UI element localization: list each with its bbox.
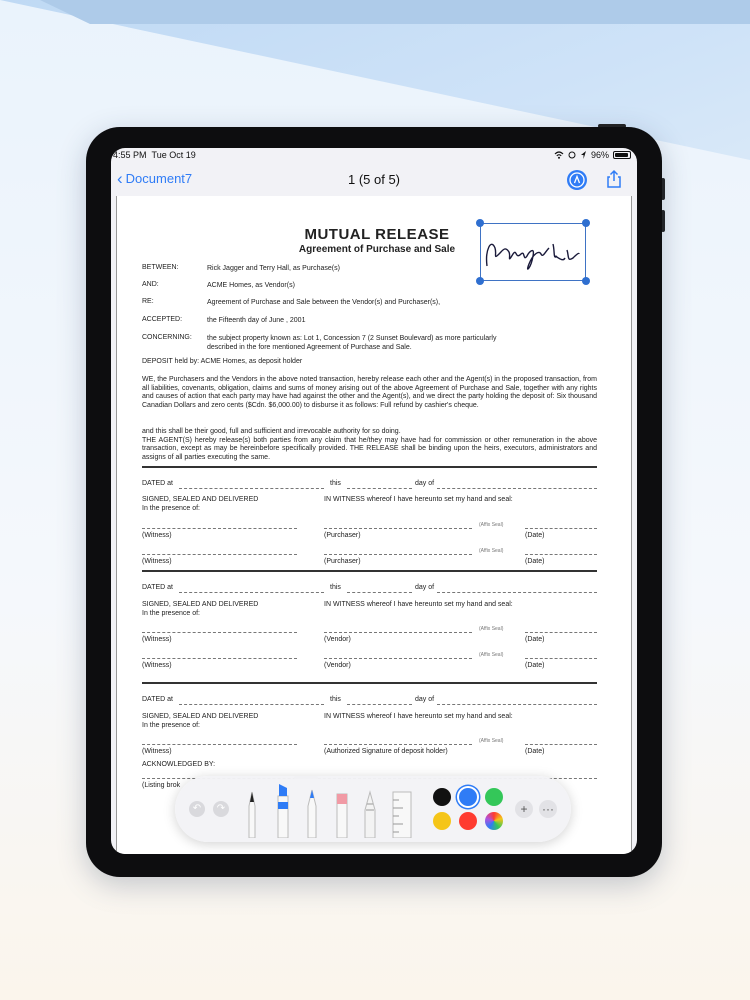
field-label: CONCERNING: (142, 334, 192, 341)
date-label: (Date) (525, 636, 545, 643)
signature-line (525, 744, 597, 745)
field-label: AND: (142, 281, 159, 288)
status-bar (111, 148, 637, 164)
dated-at-label: DATED at (142, 696, 173, 703)
signature-line (324, 658, 472, 659)
battery-icon (613, 151, 631, 159)
markup-toolbar (175, 776, 571, 842)
witness-label: (Witness) (142, 558, 172, 565)
vendor-label: (Vendor) (324, 662, 351, 669)
purchaser-label: (Purchaser) (324, 532, 361, 539)
dated-at-label: DATED at (142, 480, 173, 487)
ipad-screen (111, 148, 637, 854)
affix-seal-note: (Affix Seal) (479, 652, 504, 658)
signature-line (437, 592, 597, 593)
presence-label: In the presence of: (142, 505, 200, 512)
witness-label: (Witness) (142, 748, 172, 755)
location-icon (568, 151, 576, 159)
status-time: 4:55 PM (113, 150, 147, 160)
signed-label: SIGNED, SEALED AND DELIVERED (142, 713, 259, 720)
page-title: 1 (5 of 5) (347, 172, 401, 187)
affix-seal-note: (Affix Seal) (479, 626, 504, 632)
field-value: Rick Jagger and Terry Hall, as Purchase(s) (207, 265, 340, 272)
section-divider (142, 570, 597, 572)
signature-line (437, 704, 597, 705)
witness-label: (Witness) (142, 636, 172, 643)
signature-line (347, 592, 412, 593)
witness-clause: IN WITNESS whereof I have hereunto set my hand and seal: (324, 601, 513, 608)
signature-line (142, 528, 297, 529)
signature-line (142, 658, 297, 659)
pencil-icon[interactable] (305, 788, 319, 838)
signed-label: SIGNED, SEALED AND DELIVERED (142, 496, 259, 503)
color-swatch-red[interactable] (459, 812, 477, 830)
signature-line (142, 632, 297, 633)
witness-label: (Witness) (142, 662, 172, 669)
redo-icon[interactable]: ↷ (213, 801, 229, 817)
navigation-arrow-icon (580, 151, 587, 159)
ruler-icon[interactable] (391, 790, 413, 838)
date-label: (Date) (525, 532, 545, 539)
affix-seal-note: (Affix Seal) (479, 548, 504, 554)
signature-line (347, 704, 412, 705)
more-icon[interactable]: ··· (539, 800, 557, 818)
field-label: BETWEEN: (142, 264, 179, 271)
pen-icon[interactable] (245, 788, 259, 838)
markup-pen-icon[interactable] (567, 170, 587, 190)
field-value: the Fifteenth day of June , 2001 (207, 317, 306, 324)
this-label: this (330, 480, 341, 487)
add-icon[interactable]: + (515, 800, 533, 818)
eraser-icon[interactable] (335, 788, 349, 838)
status-date: Tue Oct 19 (151, 150, 196, 160)
signature-line (324, 632, 472, 633)
signature-line (142, 554, 297, 555)
resize-handle-top-right[interactable] (582, 219, 590, 227)
navigation-bar (111, 164, 637, 196)
color-swatch-black[interactable] (433, 788, 451, 806)
authority-paragraph: and this shall be their good, full and sufficient and irrevocable authority for so doing. THE AGENT(S) hereby release(s) both parties from any claim that he/they may have had for commission or other remuneration in the above transaction, except as may be hereinbefore specifically provided. THE RELEASE shall be binding upon the heirs, executors, administrators and assigns of all parties executing the same. (142, 428, 597, 461)
undo-icon[interactable]: ↶ (189, 801, 205, 817)
signature-line (324, 528, 472, 529)
resize-handle-top-left[interactable] (476, 219, 484, 227)
witness-clause: IN WITNESS whereof I have hereunto set my hand and seal: (324, 713, 513, 720)
document-subtitle: Agreement of Purchase and Sale (298, 244, 456, 255)
field-label: RE: (142, 298, 154, 305)
day-of-label: day of (415, 480, 435, 487)
background-strip (0, 0, 750, 24)
signature-line (179, 488, 324, 489)
color-swatch-blue[interactable] (459, 788, 477, 806)
color-swatch-yellow[interactable] (433, 812, 451, 830)
share-icon[interactable] (605, 169, 623, 189)
signature-line (142, 744, 297, 745)
highlighter-icon[interactable] (275, 782, 291, 838)
this-label: this (330, 696, 341, 703)
color-picker-icon[interactable] (485, 812, 503, 830)
deposit-line: DEPOSIT held by: ACME Homes, as deposit holder (142, 358, 303, 365)
date-label: (Date) (525, 748, 545, 755)
signature-line (179, 704, 324, 705)
listing-broker-label: (Listing brok (142, 782, 181, 789)
release-paragraph: WE, the Purchasers and the Vendors in the above noted transaction, hereby release each other and the Agent(s) in the proposed transaction, from all liabilities, covenants, obligation, claims and sums of money arising out of the above Agreement of Purchase and Sale, together with any rights and causes of action that each party may have had against the other and the Agent(s), and we direct the party holding the deposit of: Six thousand Canadian Dollars and zero cents ($Cdn. $6,000.00) to disburse it as follows: Full refund by cashier's cheque. (142, 376, 597, 409)
day-of-label: day of (415, 584, 435, 591)
purchaser-label: (Purchaser) (324, 558, 361, 565)
dated-at-label: DATED at (142, 584, 173, 591)
section-divider (142, 466, 597, 468)
presence-label: In the presence of: (142, 610, 200, 617)
vendor-label: (Vendor) (324, 636, 351, 643)
witness-label: (Witness) (142, 532, 172, 539)
document-title: MUTUAL RELEASE (304, 226, 450, 243)
battery-percent: 96% (590, 150, 609, 160)
field-value: Agreement of Purchase and Sale between the Vendor(s) and Purchaser(s), (207, 299, 441, 306)
signature-line (324, 554, 472, 555)
signature-line (179, 592, 324, 593)
document-page[interactable] (116, 196, 632, 854)
affix-seal-note: (Affix Seal) (479, 738, 504, 744)
signature-line (525, 658, 597, 659)
day-of-label: day of (415, 696, 435, 703)
field-value: ACME Homes, as Vendor(s) (207, 282, 295, 289)
date-label: (Date) (525, 662, 545, 669)
signature-line (437, 488, 597, 489)
field-label: ACCEPTED: (142, 316, 183, 323)
signed-label: SIGNED, SEALED AND DELIVERED (142, 601, 259, 608)
wifi-icon (554, 151, 564, 159)
presence-label: In the presence of: (142, 722, 200, 729)
date-label: (Date) (525, 558, 545, 565)
signature-line (525, 554, 597, 555)
acknowledged-label: ACKNOWLEDGED BY: (142, 761, 216, 768)
color-swatch-green[interactable] (485, 788, 503, 806)
back-label: Document7 (125, 171, 193, 186)
signature-line (525, 528, 597, 529)
signature-line (347, 488, 412, 489)
witness-clause: IN WITNESS whereof I have hereunto set my hand and seal: (324, 496, 513, 503)
field-value: the subject property known as: Lot 1, Concession 7 (2 Sunset Boulevard) as more particularly described in the fore mentioned Agreement of Purchase and Sale. (207, 335, 497, 351)
authorized-signature-label: (Authorized Signature of deposit holder) (324, 748, 448, 755)
this-label: this (330, 584, 341, 591)
signature-line (525, 632, 597, 633)
lasso-icon[interactable] (363, 788, 377, 838)
section-divider (142, 682, 597, 684)
signature-line (324, 744, 472, 745)
chevron-left-icon: ‹ (117, 169, 123, 188)
affix-seal-note: (Affix Seal) (479, 522, 504, 528)
